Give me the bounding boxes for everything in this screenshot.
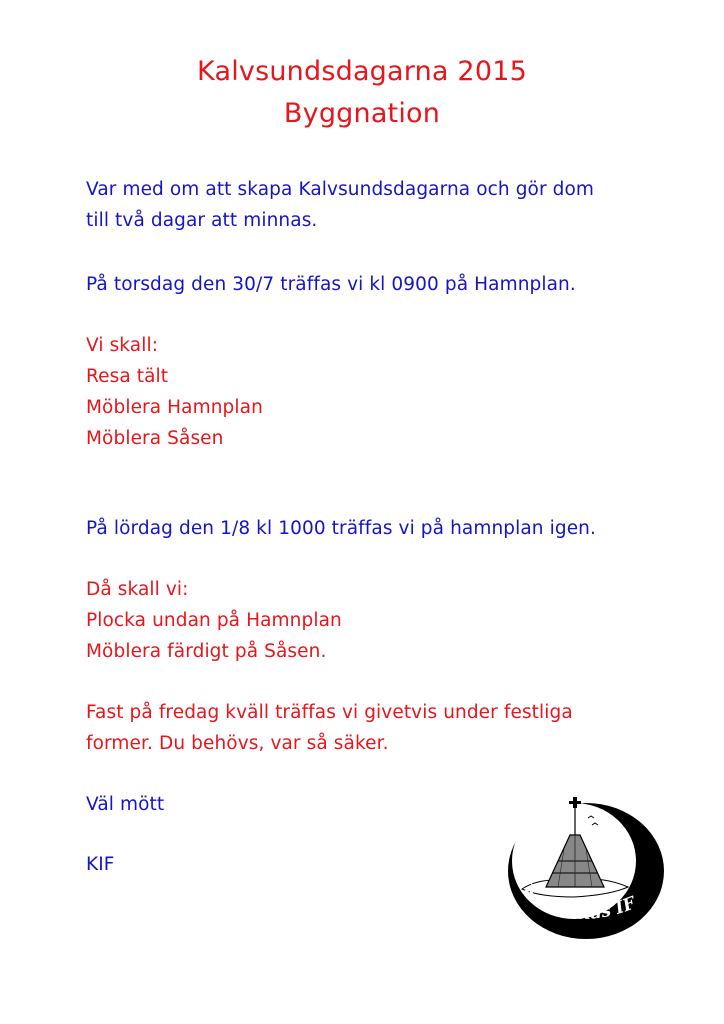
friday-line-2: former. Du behövs, var så säker. — [86, 733, 389, 754]
task-item: Möblera färdigt på Såsen. — [86, 641, 327, 662]
saturday-line: På lördag den 1/8 kl 1000 träffas vi på hamnplan igen. — [86, 518, 596, 539]
signature: KIF — [86, 854, 115, 875]
club-logo-text: Kalvsunds IF — [518, 880, 639, 924]
club-logo — [500, 793, 668, 943]
task-item: Möblera Hamnplan — [86, 397, 263, 418]
club-logo-beacon-icon — [500, 793, 668, 943]
saturday-tasks-heading: Då skall vi: — [86, 579, 189, 600]
thursday-line: På torsdag den 30/7 träffas vi kl 0900 på Hamnplan. — [86, 274, 576, 295]
task-item: Plocka undan på Hamnplan — [86, 610, 342, 631]
document-subtitle: Byggnation — [283, 98, 441, 129]
task-item: Möblera Såsen — [86, 428, 224, 449]
document-title: Kalvsundsdagarna 2015 — [197, 56, 527, 87]
greeting: Väl mött — [86, 794, 165, 815]
intro-line-2: till två dagar att minnas. — [86, 210, 318, 231]
friday-line-1: Fast på fredag kväll träffas vi givetvis under festliga — [86, 702, 573, 723]
thursday-tasks-heading: Vi skall: — [86, 335, 159, 356]
intro-line-1: Var med om att skapa Kalvsundsdagarna och gör dom — [86, 179, 595, 200]
task-item: Resa tält — [86, 366, 169, 387]
